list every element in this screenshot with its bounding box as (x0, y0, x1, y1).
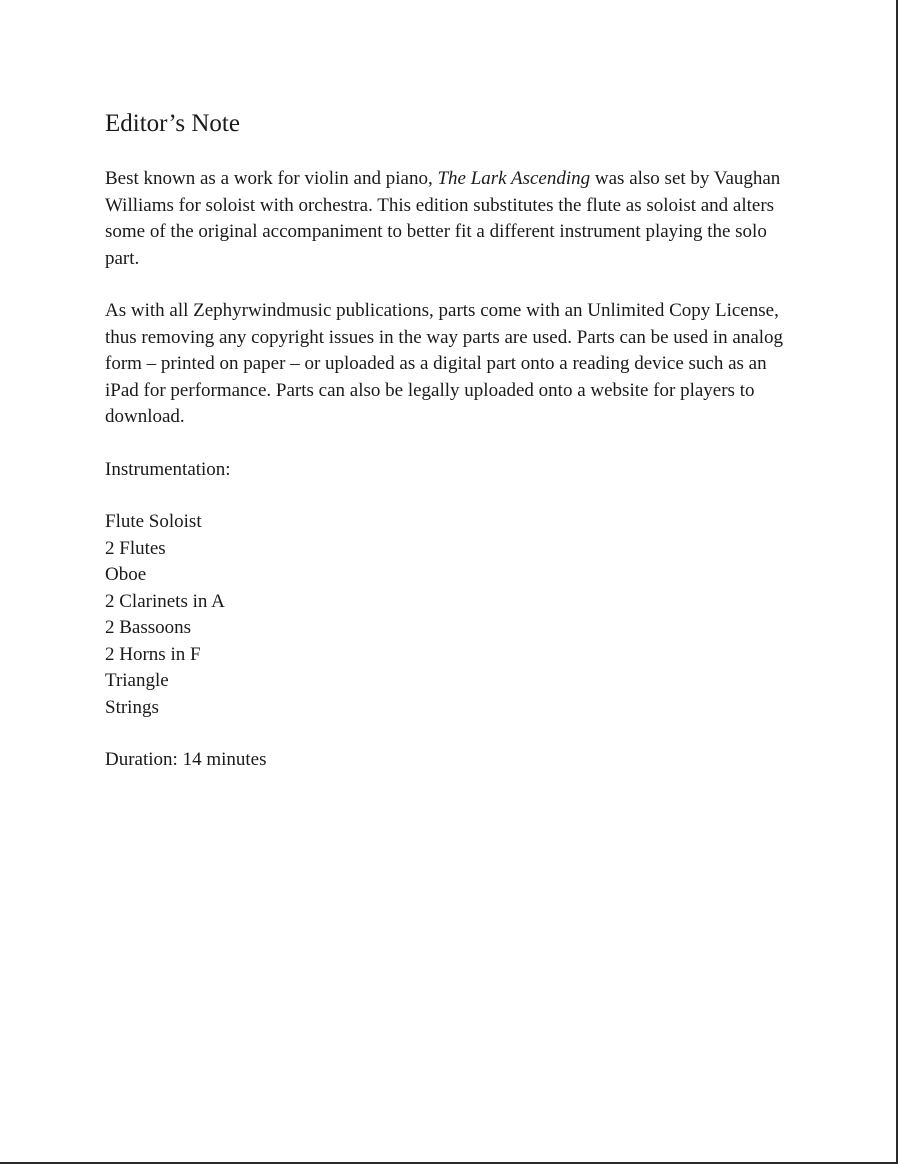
intro-paragraph (105, 166, 805, 272)
intro-text-after: was also set by Vaughan Williams for soloist with orchestra. This edition substitutes the flute as soloist and alters some of the original accompaniment to better fit a different instrument playing the solo part. (105, 168, 781, 269)
list-item: 2 Horns in F (105, 643, 201, 665)
list-item: Triangle (105, 670, 169, 691)
list-item: Flute Soloist (105, 511, 202, 532)
list-item: 2 Clarinets in A (105, 590, 225, 612)
page-title: Editor’s Note (105, 110, 240, 137)
list-item: 2 Bassoons (105, 617, 192, 638)
work-title-italic: The Lark Ascending (437, 168, 591, 189)
intro-text-before: Best known as a work for violin and piano, (105, 168, 438, 189)
list-item: 2 Flutes (105, 537, 166, 559)
instrumentation-label: Instrumentation: (105, 458, 231, 480)
duration-text: Duration: 14 minutes (105, 749, 267, 770)
instrument-list (105, 509, 805, 721)
list-item: Oboe (105, 564, 147, 585)
license-paragraph: As with all Zephyrwindmusic publications, parts come with an Unlimited Copy License, thus removing any copyright issues in the way parts are used. Parts can be used in analog form – printed on paper – or uploaded as a digital part onto a reading device such as an iPad for performance. Parts can also be legally uploaded onto a website for players to download. (105, 300, 784, 427)
list-item: Strings (105, 696, 159, 718)
page-content (105, 108, 805, 774)
